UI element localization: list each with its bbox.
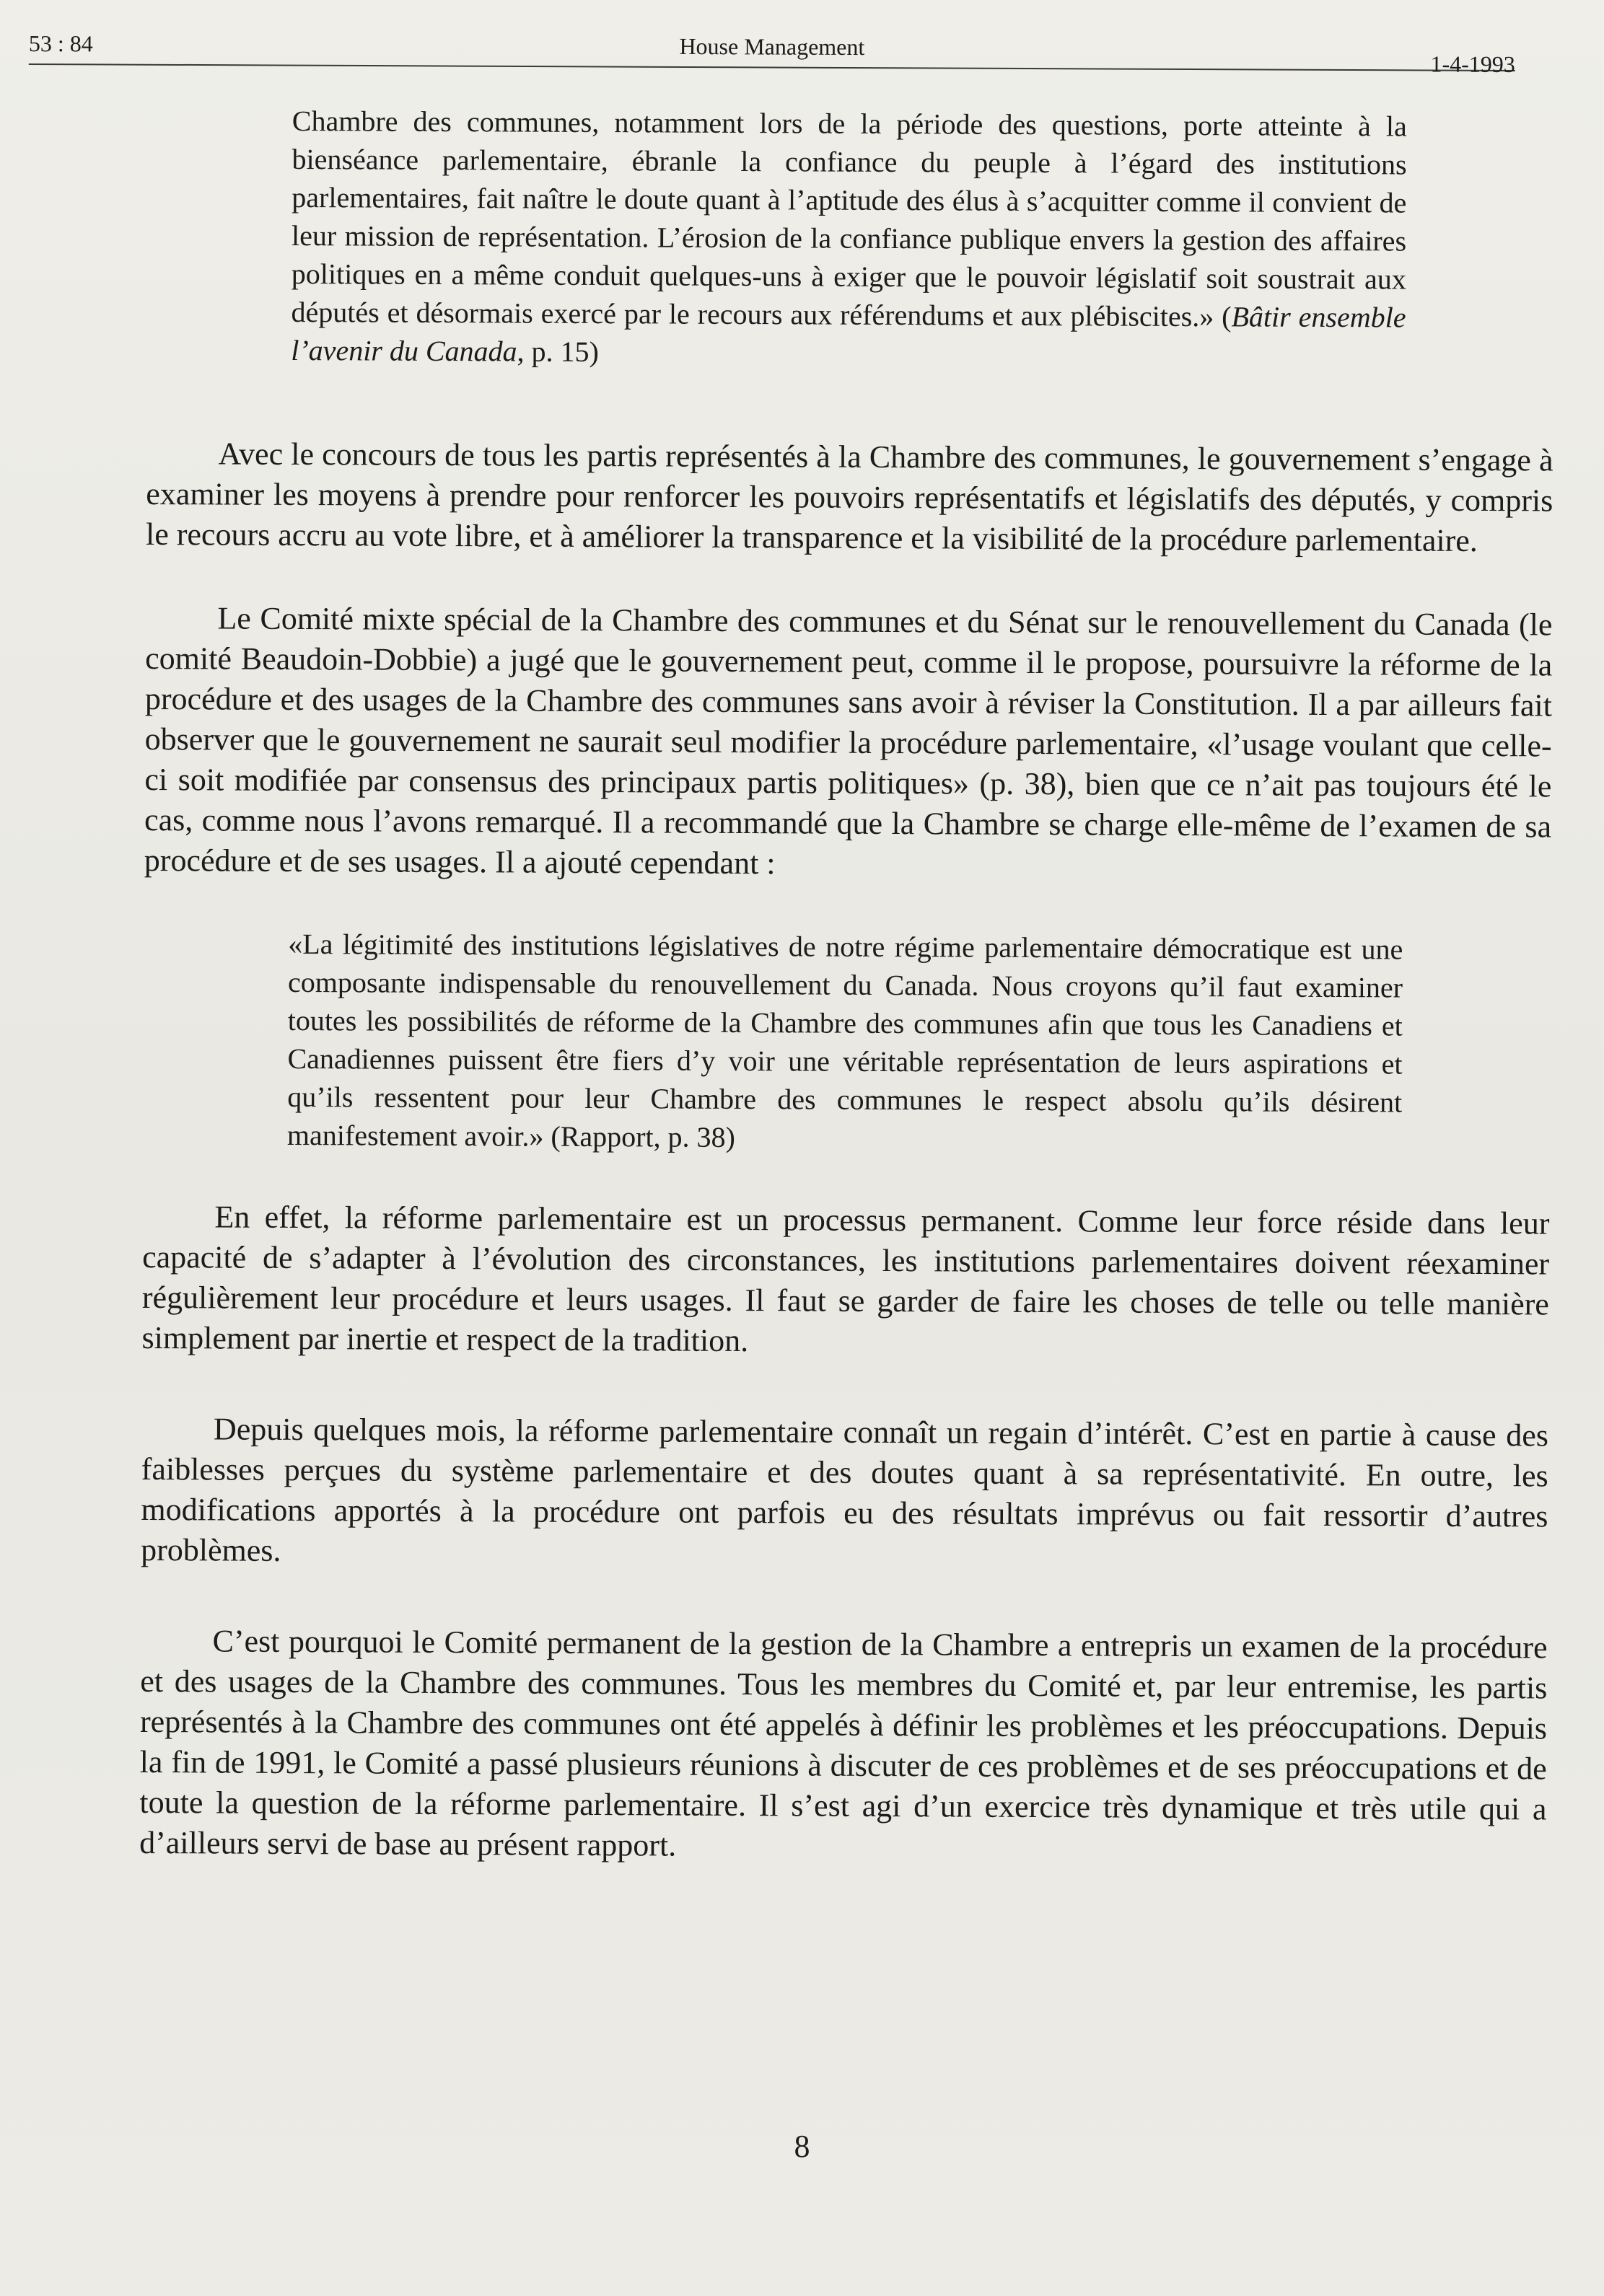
header-issue-number: 53 : 84 [28,30,93,57]
page-number: 8 [794,2129,810,2164]
paragraph-4: Depuis quelques mois, la réforme parlementaire connaît un regain d’intérêt. C’est en partie à cause des faiblesses perçues du système parlementaire et des doutes quant à sa représentativité. En outre, les modifications apportés à la procédure ont parfois eu des résultats imprévus ou fait ressortir d’autres problèmes. [141,1411,1549,1568]
block-quote-1-text: Chambre des communes, notamment lors de la période des questions, porte atteinte à la bienséance parlementaire, ébranle la confiance du peuple à l’égard des institutions parlementaires, fait naître le doute quant à l’aptitude des élus à s’acquitter comme il convient de leur mission de représentation. L’érosion de la confiance publique envers la gestion des affaires politiques en a même conduit quelques-uns à exiger que le pouvoir législatif soit soustrait aux députés et désormais exercé par le recours aux référendums et aux plébiscites.» ( [291,104,1407,333]
paragraph-3: En effet, la réforme parlementaire est un processus permanent. Comme leur force réside dans leur capacité de s’adapter à l’évolution des circonstances, les institutions parlementaires doivent réexaminer régulièrement leur procédure et leurs usages. Il faut se garder de faire les choses de telle ou telle manière simplement par inertie et respect de la tradition. [141,1199,1550,1359]
header-committee-title: House Management [679,32,865,61]
body-text [139,101,1555,1870]
block-quote-2: «La légitimité des institutions législatives de notre régime parlementaire démocratique est une composante indispensable du renouvellement du Canada. Nous croyons qu’il faut examiner toutes les possibilités de réforme de la Chambre des communes afin que tous les Canadiens et Canadiennes puissent être fiers d’y voir une véritable représentation de leurs aspirations et qu’ils ressentent pour leur Chambre des communes le respect absolu qu’ils désirent manifestement avoir.» (Rapport, p. 38) [286,927,1403,1153]
paragraph-5: C’est pourquoi le Comité permanent de la gestion de la Chambre a entrepris un examen de la procédure et des usages de la Chambre des communes. Tous les membres du Comité et, par leur entremise, les partis représentés à la Chambre des communes ont été appelés à définir les problèmes et les préoccupations. Depuis la fin de 1991, le Comité a passé plusieurs réunions à discuter de ces problèmes et de ses préoccupations et de toute la question de la réforme parlementaire. Il s’est agi d’un exercice très dynamique et très utile qui a d’ailleurs servi de base au présent rapport. [139,1623,1548,1863]
block-quote-1-source-page: , p. 15) [517,335,600,369]
header-date: 1-4-1993 [1430,50,1515,77]
block-quote-1 [291,102,1407,375]
page-header [28,27,1515,77]
paragraph-1: Avec le concours de tous les partis représentés à la Chambre des communes, le gouvernement s’engage à examiner les moyens à prendre pour renforcer les pouvoirs représentatifs et législatifs des députés, y compris le recours accru au vote libre, et à améliorer la transparence et la visibilité de la procédure parlementaire. [145,436,1553,559]
paragraph-2: Le Comité mixte spécial de la Chambre des communes et du Sénat sur le renouvellement du Canada (le comité Beaudoin-Dobbie) a jugé que le gouvernement peut, comme il le propose, poursuivre la réforme de la procédure et des usages de la Chambre des communes sans avoir à réviser la Constitution. Il a par ailleurs fait observer que le gouvernement ne saurait seul modifier la procédure parlementaire, «l’usage voulant que celle-ci soit modifiée par consensus des principaux partis politiques» (p. 38), bien que ce n’ait pas toujours été le cas, comme nous l’avons remarqué. Il a recommandé que la Chambre se charge elle-même de l’examen de sa procédure et de ses usages. Il a ajouté cependant : [144,600,1553,881]
block-quote-1-source-title: Bâtir ensemble l’avenir du Canada [291,300,1406,368]
